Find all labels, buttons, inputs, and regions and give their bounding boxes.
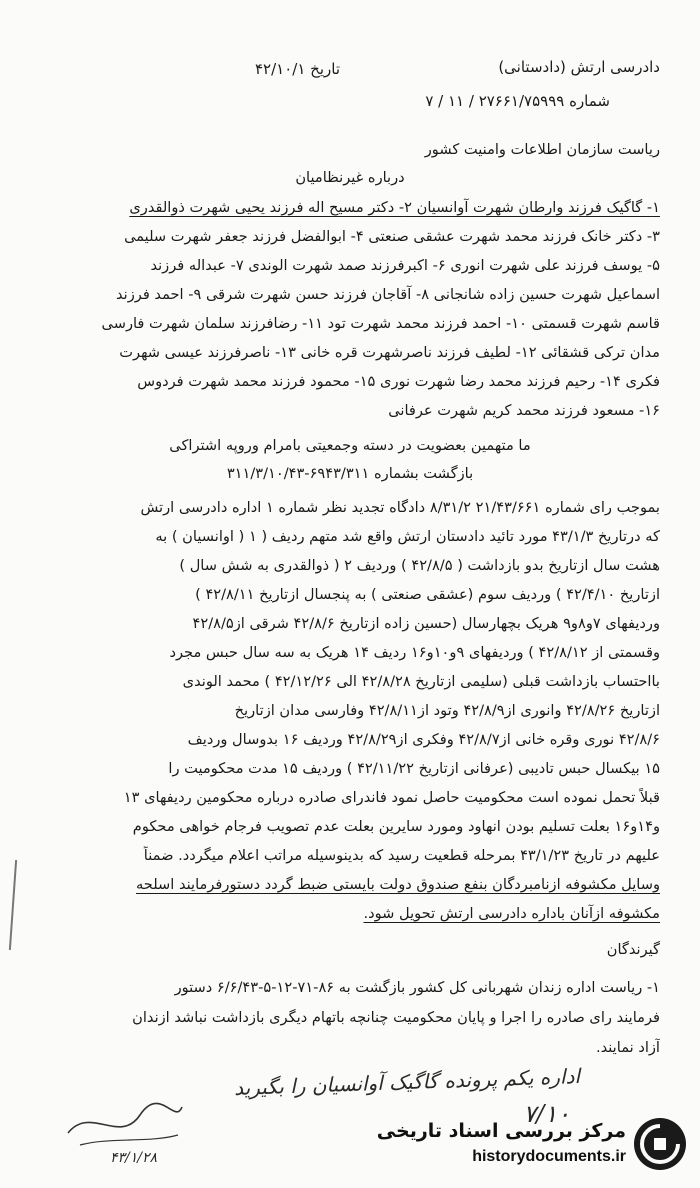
body-line: وقسمتی از ۴۲/۸/۱۲ ) وردیفهای ۹و۱۰و۱۶ ردیف ۱۴ هریک به سه سال حبس مجرد (169, 644, 660, 661)
body-line: ۴۲/۸/۶ نوری وقره خانی از۴۲/۸/۷ وفکری از۴۲/۸/۲۹ وردیف ۱۶ بدوسال وردیف (187, 731, 660, 748)
subject-line: درباره غیرنظامیان (295, 169, 405, 186)
body-line: علیهم در تاریخ ۴۳/۱/۲۳ بمرحله قطعیت رسید که بدینوسیله مراتب اعلام میگردد. ضمناً (143, 847, 660, 864)
header-number: شماره ۲۷۶۶۱/۷۵۹۹۹ / ۱۱ / ۷ (425, 92, 610, 110)
body-line: قاسم شهرت قسمتی ۱۰- احمد فرزند محمد شهرت تود ۱۱- رضافرزند سلمان شهرت فارسی (101, 315, 660, 332)
watermark (376, 1116, 690, 1176)
margin-pen-stroke (9, 860, 17, 950)
body-line: ۱۶- مسعود فرزند محمد کریم شهرت عرفانی (388, 402, 660, 419)
header-org: دادرسی ارتش (دادستانی) (498, 58, 660, 76)
recipients-line: ۱- ریاست اداره زندان شهربانی کل کشور بازگشت به ۸۶-۷۱-۱۲-۵-۶/۶/۴۳ دستور (174, 979, 660, 996)
body-line: ازتاریخ ۴۲/۸/۲۶ وانوری از۴۲/۸/۹ وتود از۴۲/۸/۱۱ وفارسی مدان ازتاریخ (234, 702, 660, 719)
body-line: مدان ترکی قشقائی ۱۲- لطیف فرزند ناصرشهرت قره خانی ۱۳- ناصرفرزند عیسی شهرت (119, 344, 660, 361)
body-line: قبلاً تحمل نموده است محکومیت حاصل نمود فاندرای صادره درباره محکومین ردیفهای ۱۳ (123, 789, 660, 806)
body-line: بااحتساب بازداشت قبلی (سلیمی ازتاریخ ۴۲/۸/۲۸ الی ۴۲/۱۲/۲۶ ) محمد الوندی (182, 673, 660, 690)
body-line: ۱- گاگیک فرزند وارطان شهرت آوانسیان ۲- دکتر مسیح اله فرزند یحیی شهرت ذوالقدری (129, 199, 660, 216)
body-line: هشت سال ازتاریخ بدو بازداشت ( ۴۲/۸/۵ ) وردیف ۲ ( ذوالقدری به شش سال ) (179, 557, 660, 574)
recipients-title: گیرندگان (606, 941, 660, 958)
body-line: بموجب رای شماره ۲۱/۴۳/۶۶۱ ۸/۳۱/۲ دادگاه تجدید نظر شماره ۱ اداره دادرسی ارتش (140, 499, 660, 516)
watermark-name: مرکز بررسی اسناد تاریخی (376, 1120, 626, 1142)
body-line: بازگشت بشماره ۶۹۴۳/۳۱۱-۳۱۱/۳/۱۰/۴۳ (226, 465, 474, 482)
handwritten-mark: ۷/۱۰ (523, 1100, 570, 1128)
signature-scribble (60, 1085, 190, 1155)
body-line: ما متهمین بعضویت در دسته وجمعیتی بامرام وروپه اشتراکی (169, 437, 531, 454)
handwritten-note: اداره یکم پرونده گاگیک آوانسیان را بگیرید (233, 1063, 581, 1101)
addressee: ریاست سازمان اطلاعات وامنیت کشور (424, 141, 660, 158)
body-line: وردیفهای ۷و۸و۹ هریک بچهارسال (حسین زاده ازتاریخ ۴۲/۸/۶ شرقی از۴۲/۸/۵ (192, 615, 660, 632)
body-line: و۱۴و۱۶ بعلت تسلیم بودن انهاود ومورد سایرین بعلت عدم تصویب فرجام خواهی محکوم (132, 818, 660, 835)
archive-logo-icon (634, 1118, 686, 1170)
handwritten-initials: ۴۳/۱/۲۸ (110, 1150, 158, 1166)
body-line: ازتاریخ ۴۲/۴/۱۰ ) وردیف سوم (عشقی صنعتی ) به پنجسال ازتاریخ ۴۲/۸/۱۱ ) (195, 586, 660, 603)
header-date: تاریخ ۴۲/۱۰/۱ (254, 60, 340, 78)
body-line: وسایل مکشوفه ازنامبردگان بنفع صندوق دولت بایستی ضبط گردد دستورفرمایند اسلحه (135, 876, 660, 893)
body-line: ۳- دکتر خانک فرزند محمد شهرت عشقی صنعتی ۴- ابوالفضل فرزند جعفر شهرت سلیمی (124, 228, 660, 245)
body-line: مکشوفه ازآنان باداره دادرسی ارتش تحویل شود. (363, 905, 660, 922)
watermark-url: historydocuments.ir (472, 1148, 626, 1165)
recipients-line: فرمایند رای صادره را اجرا و پایان محکومیت چنانچه باتهام دیگری بازداشت نباشد ازندان (132, 1009, 660, 1026)
recipients-line: آزاد نمایند. (595, 1039, 660, 1056)
body-line: اسماعیل شهرت حسین زاده شانجانی ۸- آقاجان فرزند حسن شهرت شرقی ۹- احمد فرزند (116, 286, 660, 303)
body-line: فکری ۱۴- رحیم فرزند محمد رضا شهرت نوری ۱۵- محمود فرزند محمد شهرت فردوس (137, 373, 660, 390)
body-line: ۱۵ بیکسال حبس تادیبی (عرفانی ازتاریخ ۴۲/۱۱/۲۲ ) وردیف ۱۵ مدت محکومیت را (168, 760, 660, 777)
body-line: که درتاریخ ۴۳/۱/۳ مورد تائید دادستان ارتش واقع شد متهم ردیف ( ۱ ( اوانسیان ) به (155, 528, 660, 545)
body-line: ۵- یوسف فرزند علی شهرت انوری ۶- اکبرفرزند صمد شهرت الوندی ۷- عبداله فرزند (150, 257, 660, 274)
